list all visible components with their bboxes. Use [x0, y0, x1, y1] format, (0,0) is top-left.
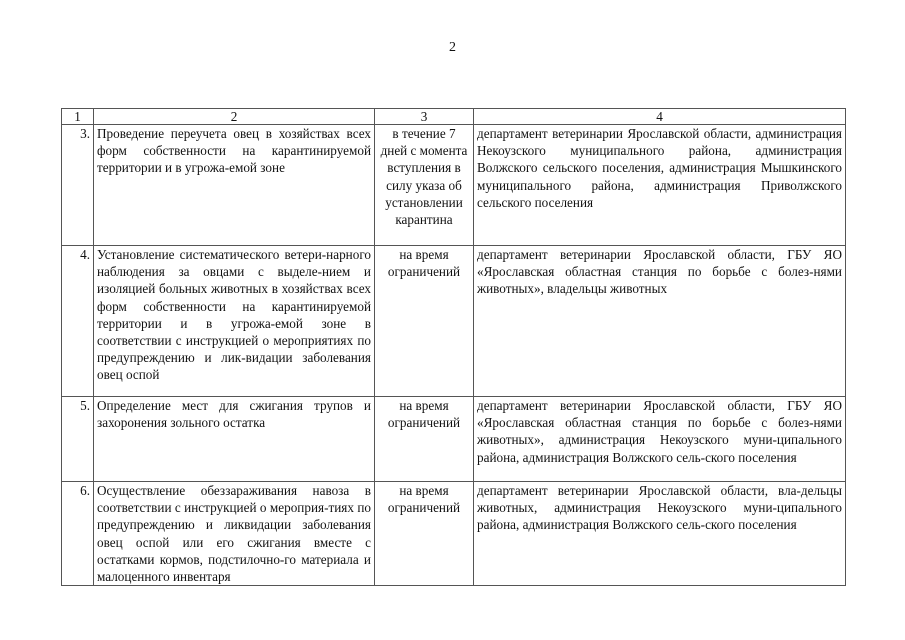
- responsible-text: департамент ветеринарии Ярославской области, ГБУ ЯО «Ярославская областная станция по борьбе с болез-нями животных», администрация Некоузского муни-ципального района, администрация Волжского сель-ского поселения: [474, 397, 846, 482]
- measure-text: Установление систематического ветери-нарного наблюдения за овцами с выделе-нием и изоляцией больных животных в хозяйствах всех форм собственности на карантинируемой территории и в угрожа-емой зоне в соответствии с инструкцией о мероприятиях по предупреждению и лик-видации заболевания овец оспой: [94, 246, 375, 397]
- table-row: [62, 482, 846, 586]
- deadline-text: в течение 7 дней с момента вступления в силу указа об установлении карантина: [375, 125, 474, 246]
- table-header-row: [62, 109, 846, 125]
- responsible-text: департамент ветеринарии Ярославской области, вла-дельцы животных, администрация Некоузского муни-ципального района, администрация Волжского сель-ского поселения: [474, 482, 846, 586]
- header-cell: 1: [62, 109, 94, 125]
- responsible-text: департамент ветеринарии Ярославской области, администрация Некоузского муниципального района, администрация Волжского сельского поселения, администрация Мышкинского муниципального района, администрация Приволжского сельского поселения: [474, 125, 846, 246]
- header-cell: 2: [94, 109, 375, 125]
- table-row: [62, 397, 846, 482]
- measures-table: [61, 108, 846, 586]
- measure-text: Проведение переучета овец в хозяйствах всех форм собственности на карантинируемой территории и в угрожа-емой зоне: [94, 125, 375, 246]
- table-row: [62, 246, 846, 397]
- header-cell: 4: [474, 109, 846, 125]
- row-number: 4.: [62, 246, 94, 397]
- deadline-text: на время ограничений: [375, 397, 474, 482]
- responsible-text: департамент ветеринарии Ярославской области, ГБУ ЯО «Ярославская областная станция по борьбе с болез-нями животных», владельцы животных: [474, 246, 846, 397]
- measure-text: Осуществление обеззараживания навоза в соответствии с инструкцией о мероприя-тиях по предупреждению и ликвидации заболевания овец оспой или его сжигания вместе с остатками кормов, подстилочно-го материала и малоценного инвентаря: [94, 482, 375, 586]
- deadline-text: на время ограничений: [375, 482, 474, 586]
- deadline-text: на время ограничений: [375, 246, 474, 397]
- header-cell: 3: [375, 109, 474, 125]
- row-number: 3.: [62, 125, 94, 246]
- row-number: 6.: [62, 482, 94, 586]
- row-number: 5.: [62, 397, 94, 482]
- measure-text: Определение мест для сжигания трупов и захоронения зольного остатка: [94, 397, 375, 482]
- table-row: [62, 125, 846, 246]
- page-number: 2: [449, 40, 456, 55]
